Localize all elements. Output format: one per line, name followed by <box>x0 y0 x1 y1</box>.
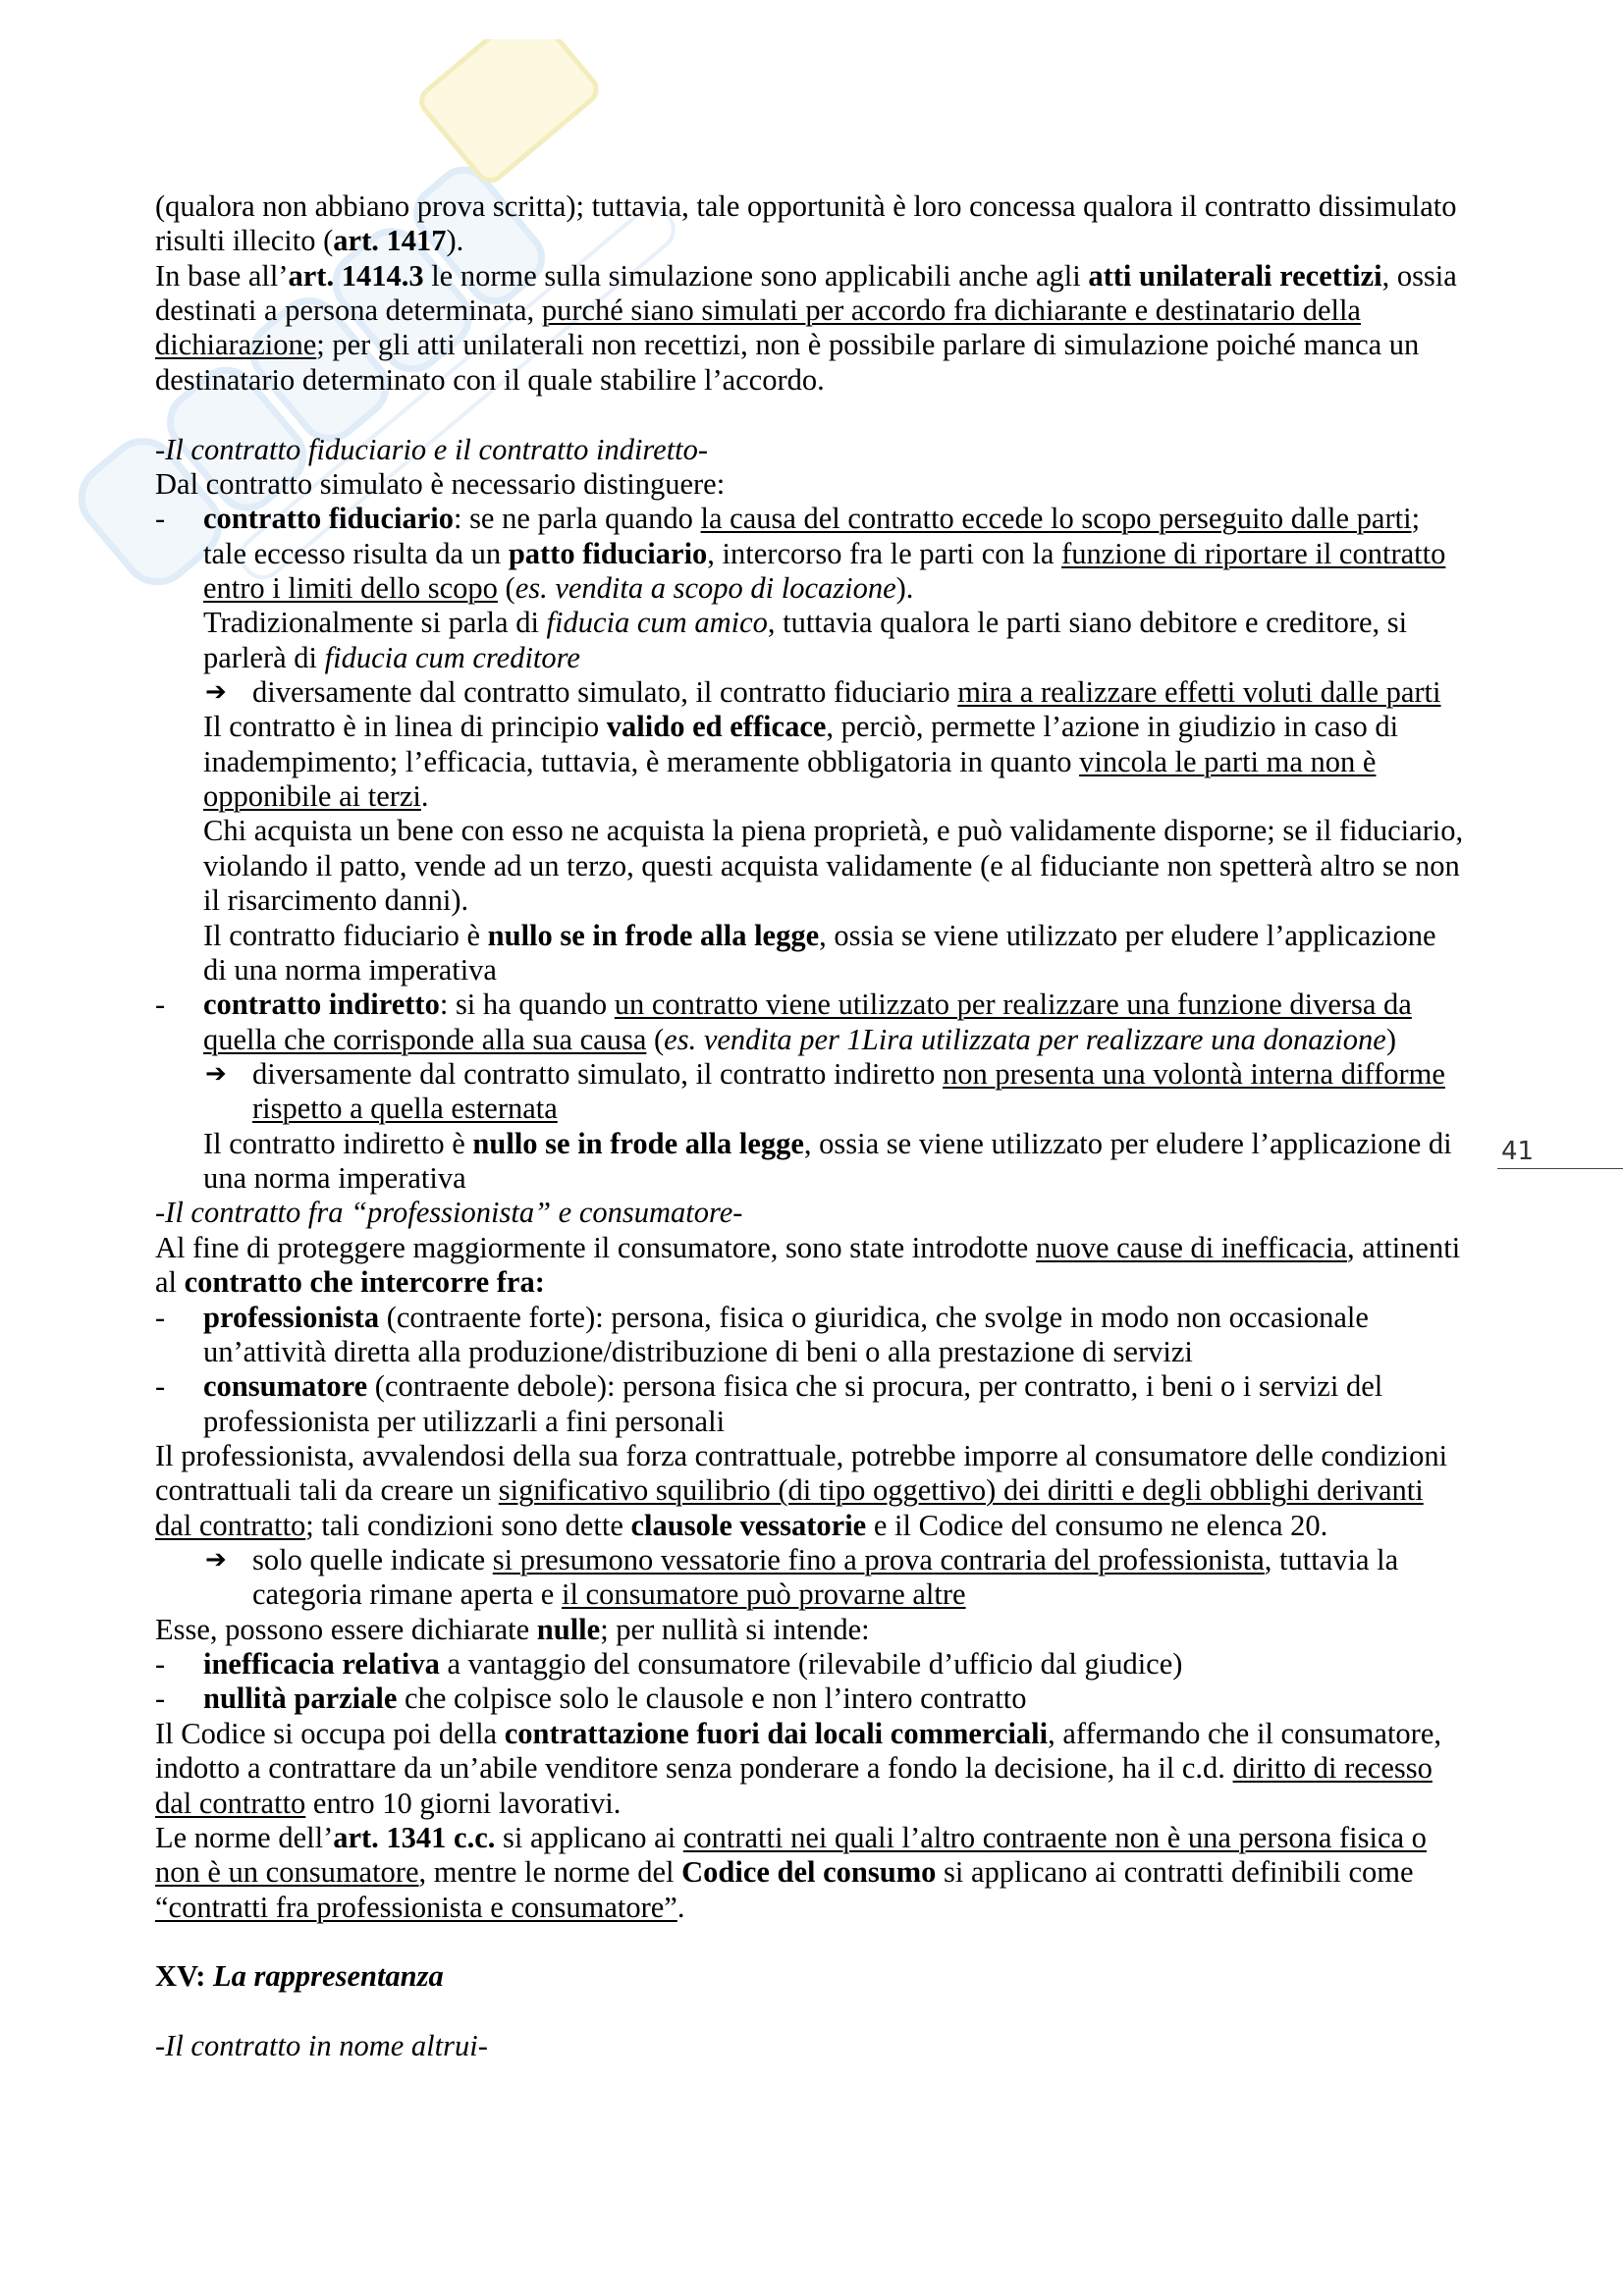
bold-text: professionista <box>203 1300 380 1334</box>
underlined-text: entro i limiti dello scopo <box>203 570 498 605</box>
underlined-text: la causa del contratto eccede lo scopo perseguito dalle parti <box>700 502 1412 536</box>
text-line <box>0 710 1623 744</box>
section-heading <box>0 2029 1623 2063</box>
text-line <box>0 1335 1623 1369</box>
italic-text: -Il contratto fra “professionista” e consumatore- <box>155 1196 743 1230</box>
text-segment: diversamente dal contratto simulato, il contratto fiduciario <box>252 675 958 710</box>
underlined-text: nuove cause di inefficacia <box>1035 1230 1347 1264</box>
text-segment: , ossia se viene utilizzato per eludere l’applicazione di <box>803 1126 1452 1160</box>
arrow-item <box>0 1057 1623 1092</box>
chapter-title <box>0 1959 1623 1994</box>
text-line <box>0 467 1623 502</box>
arrow-bullet-icon: ➔ <box>205 677 227 708</box>
underlined-text: dal contratto <box>155 1786 306 1820</box>
text-segment: al <box>155 1265 185 1300</box>
text-segment: ; per gli atti unilaterali non recettizi, non è possibile parlare di simulazione poiché manca un <box>316 328 1420 362</box>
text-segment: (contraente forte): persona, fisica o giuridica, che svolge in modo non occasionale <box>379 1300 1369 1334</box>
text-segment: (qualora non abbiano prova scritta); tuttavia, tale opportunità è loro concessa qualora il contratto dissimulato <box>155 189 1457 223</box>
text-line <box>0 1577 1623 1612</box>
text-segment: ). <box>895 570 914 605</box>
italic-text: -Il contratto in nome altrui- <box>155 2029 488 2063</box>
underlined-text: mira a realizzare effetti voluti dalle parti <box>957 675 1441 710</box>
underlined-text: dichiarazione <box>155 328 317 362</box>
text-line <box>0 919 1623 953</box>
watermark-shape <box>416 39 602 186</box>
text-line <box>0 224 1623 258</box>
underlined-text: diritto di recesso <box>1232 1751 1433 1786</box>
page-number: 41 <box>1501 1137 1535 1166</box>
text-segment: , intercorso fra le parti con la <box>707 536 1062 570</box>
text-line <box>0 1127 1623 1161</box>
underlined-text: quella che corrisponde alla sua causa <box>203 1022 647 1056</box>
text-segment: le norme sulla simulazione sono applicabili anche agli <box>423 258 1089 293</box>
bold-text: patto fiduciario <box>508 536 708 570</box>
list-dash: - <box>155 988 166 1022</box>
text-segment: ( <box>646 1022 665 1056</box>
italic-text: es. vendita a scopo di locazione <box>514 570 896 605</box>
text-segment: ( <box>497 570 515 605</box>
text-segment: Al fine di proteggere maggiormente il consumatore, sono state introdotte <box>155 1230 1036 1264</box>
text-segment: di una norma imperativa <box>203 952 497 987</box>
list-dash: - <box>155 1682 166 1716</box>
text-line <box>0 537 1623 571</box>
bold-text: consumatore <box>203 1369 368 1404</box>
text-segment: ). <box>446 224 464 258</box>
italic-text: fiducia cum amico <box>546 606 768 640</box>
text-segment: ; per nullità si intende: <box>600 1612 870 1646</box>
text-line <box>0 1161 1623 1196</box>
list-item <box>0 1647 1623 1682</box>
arrow-bullet-icon: ➔ <box>205 1058 227 1089</box>
text-segment: tale eccesso risulta da un <box>203 536 509 570</box>
bold-text: nullo se in frode alla legge <box>487 918 820 952</box>
text-segment: Il contratto indiretto è <box>203 1126 473 1160</box>
text-line <box>0 883 1623 918</box>
text-segment: entro 10 giorni lavorativi. <box>305 1786 622 1820</box>
text-segment: contrattuali tali da creare un <box>155 1473 499 1508</box>
underlined-text: rispetto a quella esternata <box>252 1092 558 1126</box>
text-segment: indotto a contrattare da un’abile venditore senza ponderare a fondo la decisione, ha il c.d. <box>155 1751 1233 1786</box>
underlined-text: opponibile ai terzi <box>203 779 421 814</box>
text-line <box>0 1821 1623 1855</box>
text-segment: destinatario determinato con il quale stabilire l’accordo. <box>155 362 825 397</box>
underlined-text: non è un consumatore <box>155 1855 419 1890</box>
text-segment: categoria rimane aperta e <box>252 1577 562 1612</box>
text-segment: Le norme dell’ <box>155 1820 334 1854</box>
text-line <box>0 814 1623 848</box>
text-segment: una norma imperativa <box>203 1161 466 1196</box>
bold-text: nulle <box>536 1612 601 1646</box>
blank-line <box>0 398 1623 432</box>
text-segment: , tuttavia la <box>1264 1543 1399 1577</box>
text-line <box>0 571 1623 606</box>
text-segment: Il professionista, avvalendosi della sua forza contrattuale, potrebbe imporre al consumatore delle condizioni <box>155 1438 1448 1472</box>
bold-text: contrattazione fuori dai locali commerciali <box>504 1716 1049 1750</box>
document-body <box>0 189 1623 2063</box>
underlined-text: si presumono vessatorie fino a prova contraria del professionista <box>492 1543 1265 1577</box>
text-line <box>0 1023 1623 1057</box>
list-dash: - <box>155 1647 166 1682</box>
text-line <box>0 1265 1623 1300</box>
text-line <box>0 745 1623 779</box>
text-line <box>0 189 1623 224</box>
italic-text: es. vendita per 1Lira utilizzata per realizzare una donazione <box>664 1022 1386 1056</box>
text-segment: . <box>420 779 429 814</box>
text-segment: Il contratto fiduciario è <box>203 918 488 952</box>
text-line <box>0 1509 1623 1543</box>
text-segment: . <box>676 1890 685 1924</box>
text-segment: , perciò, permette l’azione in giudizio in caso di <box>826 710 1399 744</box>
text-segment: a vantaggio del consumatore (rilevabile d’ufficio dal giudice) <box>439 1647 1183 1682</box>
text-segment: Dal contratto simulato è necessario distinguere: <box>155 466 726 501</box>
underlined-text: il consumatore può provarne altre <box>561 1577 966 1612</box>
bold-italic-text: La rappresentanza <box>213 1959 444 1994</box>
text-line <box>0 294 1623 328</box>
text-segment: Esse, possono essere dichiarate <box>155 1612 537 1646</box>
text-segment: , tuttavia qualora le parti siano debitore e creditore, si <box>767 606 1408 640</box>
bold-text: nullo se in frode alla legge <box>472 1126 804 1160</box>
list-item <box>0 502 1623 536</box>
arrow-item <box>0 1543 1623 1577</box>
page-number-rule <box>1497 1168 1623 1169</box>
text-line <box>0 1613 1623 1647</box>
text-line <box>0 641 1623 675</box>
underlined-text: “contratti fra professionista e consumatore” <box>155 1890 677 1924</box>
underlined-text: contratti nei quali l’altro contraente non è una persona fisica o <box>682 1820 1427 1854</box>
list-item <box>0 1301 1623 1335</box>
underlined-text: vincola le parti ma non è <box>1079 744 1377 778</box>
text-line <box>0 1855 1623 1890</box>
text-segment: Il contratto è in linea di principio <box>203 710 607 744</box>
text-line <box>0 328 1623 362</box>
bold-text: art. 1341 c.c. <box>333 1820 496 1854</box>
italic-text: fiducia cum creditore <box>324 640 580 674</box>
bold-text: clausole vessatorie <box>630 1508 867 1542</box>
bold-text: contratto indiretto <box>203 988 440 1022</box>
text-segment: un’attività diretta alla produzione/distribuzione di beni o alla prestazione di servizi <box>203 1334 1193 1368</box>
text-segment: ) <box>1385 1022 1396 1056</box>
text-segment: parlerà di <box>203 640 325 674</box>
text-line <box>0 259 1623 294</box>
text-segment: , affermando che il consumatore, <box>1048 1716 1441 1750</box>
text-line <box>0 1891 1623 1925</box>
list-dash: - <box>155 1300 166 1334</box>
text-line <box>0 779 1623 814</box>
underlined-text: funzione di riportare il contratto <box>1061 536 1446 570</box>
italic-text: -Il contratto fiduciario e il contratto indiretto- <box>155 432 709 466</box>
text-segment: (contraente debole): persona fisica che si procura, per contratto, i beni o i servizi del <box>367 1369 1383 1404</box>
text-line <box>0 849 1623 883</box>
list-item <box>0 1369 1623 1404</box>
text-segment: In base all’ <box>155 258 289 293</box>
text-segment: professionista per utilizzarli a fini personali <box>203 1404 726 1438</box>
list-dash: - <box>155 1369 166 1404</box>
text-segment: si applicano ai contratti definibili come <box>936 1855 1414 1890</box>
list-dash: - <box>155 502 166 536</box>
text-segment: solo quelle indicate <box>252 1543 493 1577</box>
bold-text: art. 1414.3 <box>288 258 424 293</box>
text-line <box>0 1751 1623 1786</box>
arrow-item <box>0 675 1623 710</box>
text-segment: Chi acquista un bene con esso ne acquista la piena proprietà, e può validamente disporne; se il fiduciario, <box>203 814 1464 848</box>
bold-text: art. 1417 <box>333 224 447 258</box>
section-heading <box>0 433 1623 467</box>
bold-text: XV: <box>155 1959 214 1994</box>
underlined-text: dal contratto <box>155 1508 306 1542</box>
bold-text: valido ed efficace <box>606 710 827 744</box>
text-line <box>0 1787 1623 1821</box>
bold-text: inefficacia relativa <box>203 1647 440 1682</box>
text-line <box>0 1473 1623 1508</box>
text-segment: : se ne parla quando <box>453 502 701 536</box>
text-line <box>0 1231 1623 1265</box>
text-segment: risulti illecito ( <box>155 224 334 258</box>
text-segment: il risarcimento danni). <box>203 883 469 918</box>
text-segment: , ossia <box>1381 258 1457 293</box>
text-segment: : si ha quando <box>439 988 615 1022</box>
blank-line <box>0 1995 1623 2029</box>
text-segment: ; <box>1411 502 1421 536</box>
text-segment: destinati a persona determinata, <box>155 294 542 328</box>
arrow-bullet-icon: ➔ <box>205 1545 227 1575</box>
text-segment: violando il patto, vende ad un terzo, questi acquista validamente (e al fiduciante non spetterà altro se non <box>203 848 1460 882</box>
section-heading <box>0 1196 1623 1230</box>
blank-line <box>0 1925 1623 1959</box>
text-segment: Il Codice si occupa poi della <box>155 1716 505 1750</box>
underlined-text: un contratto viene utilizzato per realizzare una funzione diversa da <box>614 988 1412 1022</box>
bold-text: contratto che intercorre fra: <box>184 1265 545 1300</box>
text-segment: , attinenti <box>1346 1230 1461 1264</box>
text-line <box>0 363 1623 398</box>
list-item <box>0 988 1623 1022</box>
bold-text: atti unilaterali recettizi <box>1088 258 1382 293</box>
text-line <box>0 953 1623 988</box>
text-segment: diversamente dal contratto simulato, il contratto indiretto <box>252 1056 944 1091</box>
bold-text: nullità parziale <box>203 1682 398 1716</box>
text-segment: e il Codice del consumo ne elenca 20. <box>866 1508 1328 1542</box>
text-segment: , mentre le norme del <box>418 1855 682 1890</box>
underlined-text: significativo squilibrio (di tipo oggettivo) dei diritti e degli obblighi derivanti <box>498 1473 1424 1508</box>
text-segment: si applicano ai <box>495 1820 683 1854</box>
text-segment: ; tali condizioni sono dette <box>305 1508 631 1542</box>
text-segment: , ossia se viene utilizzato per eludere l’applicazione <box>819 918 1436 952</box>
bold-text: contratto fiduciario <box>203 502 454 536</box>
list-item <box>0 1682 1623 1716</box>
text-line <box>0 1717 1623 1751</box>
text-line <box>0 1405 1623 1439</box>
text-segment: che colpisce solo le clausole e non l’intero contratto <box>397 1682 1027 1716</box>
text-line <box>0 606 1623 640</box>
text-segment: Tradizionalmente si parla di <box>203 606 547 640</box>
underlined-text: purché siano simulati per accordo fra dichiarante e destinatario della <box>541 294 1361 328</box>
text-segment: inadempimento; l’efficacia, tuttavia, è meramente obbligatoria in quanto <box>203 744 1080 778</box>
underlined-text: non presenta una volontà interna difforme <box>943 1056 1445 1091</box>
text-line <box>0 1092 1623 1126</box>
text-line <box>0 1439 1623 1473</box>
bold-text: Codice del consumo <box>681 1855 937 1890</box>
